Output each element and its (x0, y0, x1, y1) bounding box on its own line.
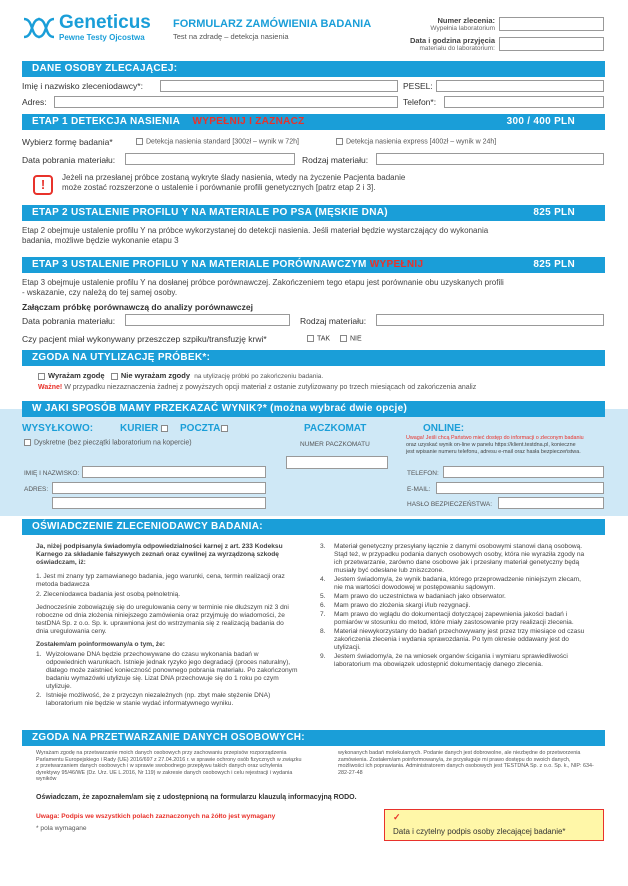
discreet-checkbox[interactable] (24, 439, 31, 446)
address-label: Adres: (22, 97, 47, 107)
stage1-header: ETAP 1 DETEKCJA NASIENIA WYPEŁNIJ I ZAZNACZ 300 / 400 PLN (22, 114, 605, 130)
form-title: FORMULARZ ZAMÓWIENIA BADANIA (173, 18, 372, 30)
utilization-agree[interactable]: Wyrażam zgodę (38, 371, 105, 380)
delivery-post[interactable]: POCZTA (180, 423, 231, 434)
phone-label: Telefon*: (403, 97, 437, 107)
delivery-phone-label: TELEFON: (407, 470, 439, 477)
signature-check-icon: ✓ (393, 812, 401, 822)
delivery-email-label: E-MAIL: (407, 486, 431, 493)
delivery-address-field-2[interactable] (52, 497, 266, 509)
delivery-name-label: IMIĘ I NAZWISKO: (24, 470, 80, 477)
utilization-options: Wyrażam zgodę Nie wyrażam zgody na utylizację próbki po zakończeniu badania. (38, 371, 323, 381)
order-number-field[interactable] (499, 17, 604, 31)
transfusion-yes[interactable]: TAK (307, 335, 330, 342)
delivery-address-label: ADRES: (24, 486, 49, 493)
client-name-field[interactable] (160, 80, 398, 92)
stage1-fill-note: WYPEŁNIJ I ZAZNACZ (192, 116, 305, 127)
utilization-header: ZGODA NA UTYLIZACJĘ PRÓBEK*: (22, 350, 605, 366)
gdpr-header: ZGODA NA PRZETWARZANIE DANYCH OSOBOWYCH: (22, 730, 605, 746)
stage3-header: ETAP 3 USTALENIE PROFILU Y NA MATERIALE PORÓWNAWCZYM WYPEŁNIJ 825 PLN (22, 257, 605, 273)
client-name-label: Imię i nazwisko zleceniodawcy*: (22, 81, 143, 91)
declaration-right: 3. Materiał genetyczny przesyłany łącznie z danymi osobowymi stanowi daną osobową. Stąd też, w przypadku podania danych osobowych osoby, która nie wyraziła zgody na ich przetwarzanie, zarówno dane osobowe jak i przesłany materiał genetyczny będą musiały być odesłane lub zniszczone. 4. Jestem świadomy/a, że wynik badania, którego przeprowadzenie niniejszym zlecam, nie ma wartości dowodowej w postępowaniu sądowym. 5. Mam prawo do uczestnictwa w badaniach jako obserwator. 6. Mam prawo do złożenia skargi i/lub rezygnacji. 7. Mam prawo do wglądu do dokumentacji dotyczącej zapewnienia jakości badań i pomiarów w stosunku do metod, które miały zastosowanie przy realizacji zlecenia. 8. Materiał niewykorzystany do badań przechowywany jest przez trzy miesiące od czasu zakończenia zlecenia i wydania sprawozdania. Po tym okresie oddawany jest do utylizacji. 9. Jestem świadomy/a, że na wniosek organów ścigania i wymiaru sprawiedliwości laboratorium ma obowiązek udostępnić dokumentację danego zlecenia. (320, 543, 585, 668)
transfusion-question: Czy pacjent miał wykonywany przeszczep szpiku/transfuzję krwi* (22, 334, 267, 344)
address-field[interactable] (54, 96, 398, 108)
stage2-price: 825 PLN (533, 207, 575, 218)
stage1-price: 300 / 400 PLN (506, 116, 575, 127)
rodo-statement: Oświadczam, że zapoznałem/am się z udostępnioną na formularzu klauzulą informacyjną RODO. (36, 794, 357, 801)
post-checkbox[interactable] (221, 425, 228, 432)
stage3-material-label: Rodzaj materiału: (300, 316, 367, 326)
stage1-choose-label: Wybierz formę badania* (22, 137, 113, 147)
option-express[interactable]: Detekcja nasienia express [400zł – wynik w 24h] (336, 138, 496, 145)
utilization-important: Ważne! W przypadku niezaznaczenia żadnej z powyższych opcji materiał z ostanie zutylizowany po trzech miesiącach od zakończenia analiz (38, 384, 477, 391)
phone-field[interactable] (444, 96, 604, 108)
delivery-password-label: HASŁO BEZPIECZEŃSTWA: (407, 501, 492, 508)
required-note: * pola wymagane (36, 825, 87, 832)
parcel-number-field[interactable] (286, 456, 388, 469)
client-section-header: DANE OSOBY ZLECAJĄCEJ: (22, 61, 605, 77)
delivery-email-field[interactable] (436, 482, 604, 494)
stage3-material-field[interactable] (376, 314, 604, 326)
delivery-online-label: ONLINE: (423, 423, 465, 434)
stage1-warning-text: Jeżeli na przesłanej próbce zostaną wykryte ślady nasienia, wtedy na życzenie Pacjenta badanie może zostać rozszerzone o ustalenie i porównanie profili genetycznych [patrz etap 2 i 3]. (62, 173, 406, 192)
order-number-label: Numer zlecenia: Wypełnia laboratorium (430, 16, 495, 32)
stage2-header: ETAP 2 USTALENIE PROFILU Y NA MATERIALE PO PSA (MĘSKIE DNA) 825 PLN (22, 205, 605, 221)
stage3-date-field[interactable] (125, 314, 290, 326)
discreet-option[interactable]: Dyskretne (bez pieczątki laboratorium na kopercie) (24, 439, 192, 446)
transfusion-no[interactable]: NIE (340, 335, 362, 342)
delivery-postal-label: WYSYŁKOWO: (22, 423, 94, 434)
delivery-parcel-label: PACZKOMAT (304, 423, 367, 434)
gdpr-left-text: Wyrażam zgodę na przetwarzanie moich danych osobowych przy zachowaniu przepisów rozporządzenia Parlamentu Europejskiego i Rady (UE) 2016/697 z 27.04.2016 r. w sprawie ochrony osób fizycznych w związku z przetwarzaniem danych osobowych i w sprawie swobodnego przepływu takich danych oraz uchylenia dyrektywy 95/46/WE (Dz. Urz. UE L.2016, Nr 119) w zakresie danych osobowych i celu rejestracji i wydania wyników (36, 750, 302, 783)
delivery-password-field[interactable] (498, 497, 604, 509)
stage3-text: Etap 3 obejmuje ustalenie profilu Y na dosłanej próbce porównawczej. Zakończeniem tego etapu jest porównanie obu uzyskanych profili - wskazanie, czy należą do tej samej osoby. (22, 278, 504, 297)
delivery-courier[interactable]: KURIER (120, 423, 171, 434)
stage3-date-label: Data pobrania materiału: (22, 316, 116, 326)
option-standard[interactable]: Detekcja nasienia standard [300zł – wynik w 72h] (136, 138, 299, 145)
attach-label: Załączam próbkę porównawczą do analizy porównawczej (22, 302, 253, 312)
stage1-material-label: Rodzaj materiału: (302, 155, 369, 165)
stage1-date-field[interactable] (125, 153, 295, 165)
signature-box[interactable] (384, 809, 604, 841)
logo (22, 14, 172, 44)
transfusion-no-checkbox[interactable] (340, 335, 347, 342)
option-express-checkbox[interactable] (336, 138, 343, 145)
signature-warning: Uwaga: Podpis we wszystkich polach zaznaczonych na żółto jest wymagany (36, 813, 276, 820)
delivery-name-field[interactable] (82, 466, 266, 478)
delivery-header: W JAKI SPOSÓB MAMY PRZEKAZAĆ WYNIK?* (można wybrać dwie opcje) (22, 401, 605, 417)
transfusion-yes-checkbox[interactable] (307, 335, 314, 342)
declaration-header: OŚWIADCZENIE ZLECENIODAWCY BADANIA: (22, 519, 605, 535)
stage3-fill-note: WYPEŁNIJ (369, 259, 424, 270)
pesel-field[interactable] (436, 80, 604, 92)
delivery-address-field-1[interactable] (52, 482, 266, 494)
stage3-price: 825 PLN (533, 259, 575, 270)
pesel-label: PESEL: (403, 81, 433, 91)
datetime-field[interactable] (499, 37, 604, 51)
logo-tagline: Pewne Testy Ojcostwa (59, 33, 145, 42)
warning-icon: ! (33, 175, 53, 195)
courier-checkbox[interactable] (161, 425, 168, 432)
stage2-text: Etap 2 obejmuje ustalenie profilu Y na próbce wykorzystanej do detekcji nasienia. Jeśli materiał będzie wystarczający do wykonania badania, możliwe będzie wykonanie etapu 3 (22, 226, 489, 245)
option-standard-checkbox[interactable] (136, 138, 143, 145)
parcel-number-label: NUMER PACZKOMATU (300, 441, 370, 448)
online-note: Uwaga! Jeśli chcą Państwo mieć dostęp do informacji o zleconym badaniu oraz uzyskać wynik on-line w panelu https://klient.testdna.pl, konieczne jest wpisanie numeru telefonu, adresu e-mail oraz hasła bezpieczeństwa. (406, 435, 584, 455)
stage1-material-field[interactable] (376, 153, 604, 165)
declaration-left: Ja, niżej podpisany/a świadomy/a odpowiedzialności karnej z art. 233 Kodeksu Karnego za składanie fałszywych zeznań oraz cywilnej za wyrządzoną szkodę oświadczam, iż: 1. Jest mi znany typ zamawianego badania, jego warunki, cena, termin realizacji oraz metoda badawcza 2. Zleceniodawca badania jest osobą pełnoletnią. Jednocześnie zobowiązuję się do uregulowania ceny w terminie nie dłuższym niż 3 dni roboczne od dnia złożenia niniejszego zamówienia oraz przyjmuję do wiadomości, że testDNA Sp. z o.o. Sp. k. uprawniona jest do wstrzymania się z realizacją badania do dnia uregulowania ceny. Zostałem/am poinformowany/a o tym, że: 1. Wyizolowane DNA będzie przechowywane do czasu wykonania badań w odpowiednich warunkach. Istnieje jednak ryzyko jego degradacji (proces naturalny), dlatego może zaistnieć konieczność ponownego pobrania materiału. Po zakończonym badaniu wymazówki utylizuje się. Lizat DNA przechowuje się do 1 roku po czym utylizuje. 2. Istnieje możliwość, że z przyczyn niezależnych (np. zbyt małe stężenie DNA) laboratorium nie będzie w stanie wydać informatywnego wyniku. (36, 543, 298, 707)
form-subtitle: Test na zdradę – detekcja nasienia (173, 32, 289, 41)
gdpr-right-text: wykonanych badań molekularnych. Podanie danych jest dobrowolne, ale niezbędne do przetworzenia zamówienia. Zostałem/am poinformowany/a, że przysługuje mi prawo dostępu do swoich danych, możliwości ich poprawiania. Administratorem danych osobowych jest TESTDNA Sp. z o.o. Sp. k., NIP: 634-282-27-48 (338, 750, 594, 776)
utilization-agree-checkbox[interactable] (38, 373, 45, 380)
utilization-disagree-checkbox[interactable] (111, 373, 118, 380)
logo-name: Geneticus (59, 12, 151, 33)
signature-label: Data i czytelny podpis osoby zlecającej badanie* (393, 827, 566, 836)
utilization-disagree[interactable]: Nie wyrażam zgody (111, 371, 190, 380)
datetime-label: Data i godzina przyjęcia materiału do laboratorium: (409, 36, 495, 52)
dna-logo-icon (22, 17, 56, 39)
delivery-phone-field[interactable] (443, 466, 604, 478)
stage1-date-label: Data pobrania materiału: (22, 155, 116, 165)
